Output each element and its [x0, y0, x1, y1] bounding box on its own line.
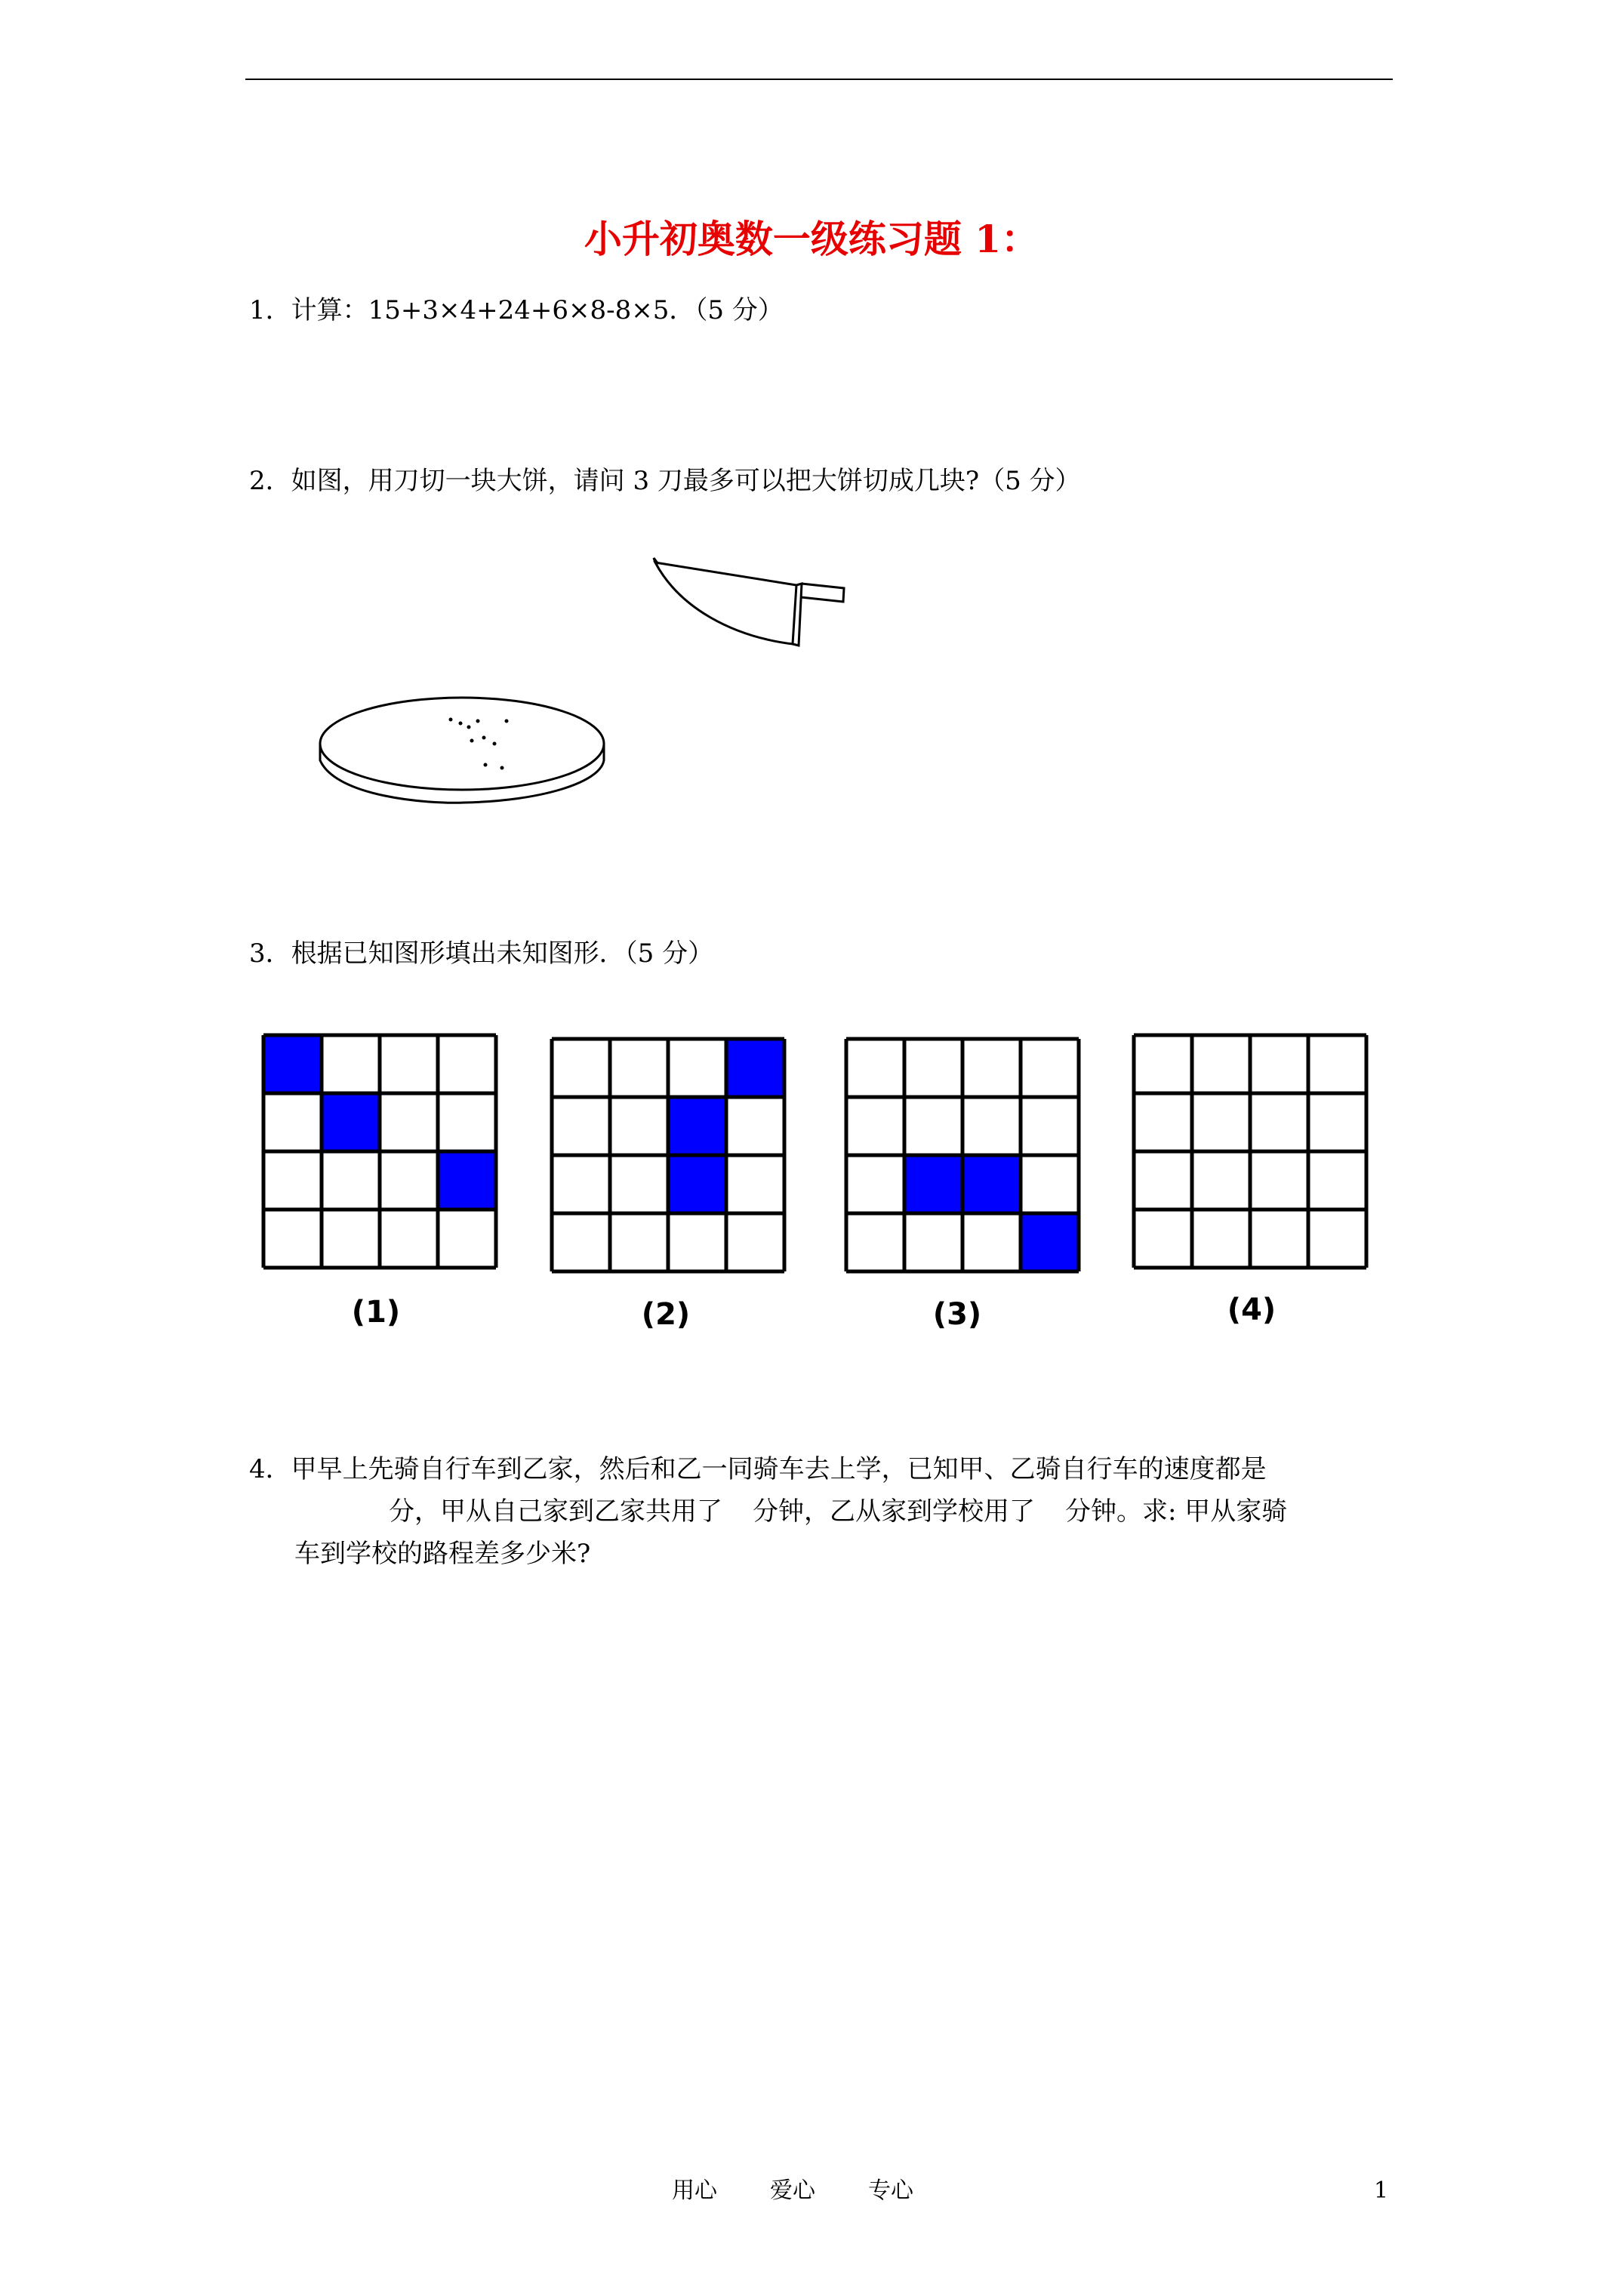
question-4-line-1: 4．甲早上先骑自行车到乙家，然后和乙一同骑车去上学，已知甲、乙骑自行车的速度都是	[249, 1454, 1267, 1484]
grid-figure-4	[1131, 1032, 1365, 1266]
grid-label-1: (1)	[351, 1295, 401, 1330]
question-4	[249, 1448, 1397, 1575]
question-3: 3．根据已知图形填出未知图形．（5 分）	[249, 938, 714, 969]
filled-cell	[726, 1039, 784, 1097]
grid-figure-2	[549, 1036, 783, 1270]
grid-label-3: (3)	[932, 1297, 982, 1332]
page-number: 1	[1374, 2177, 1389, 2204]
grid-label-4: (4)	[1227, 1293, 1277, 1327]
page-title: 小升初奥数一级练习题 1：	[584, 217, 1039, 261]
question-1: 1．计算：15+3×4+24+6×8-8×5．（5 分）	[249, 295, 784, 325]
footer-right: 专心	[868, 2177, 913, 2204]
filled-cell	[322, 1093, 380, 1151]
filled-cell	[668, 1155, 726, 1213]
question-4-line-2c: 分钟。求: 甲从家骑	[1065, 1496, 1288, 1527]
filled-cell	[438, 1151, 496, 1210]
grid-figure-3	[843, 1036, 1077, 1270]
grid-figure-1	[260, 1032, 494, 1266]
question-2: 2．如图，用刀切一块大饼，请问 3 刀最多可以把大饼切成几块?（5 分）	[249, 466, 1081, 496]
flatbread-illustration	[313, 691, 615, 812]
filled-cell	[962, 1155, 1021, 1213]
knife-illustration	[649, 555, 853, 649]
question-4-line-3: 车到学校的路程差多少米?	[294, 1539, 591, 1569]
grid-label-2: (2)	[641, 1297, 691, 1332]
footer-middle: 爱心	[770, 2177, 815, 2204]
filled-cell	[263, 1035, 322, 1093]
filled-cell	[904, 1155, 962, 1213]
filled-cell	[1021, 1213, 1079, 1271]
footer-left: 用心	[672, 2177, 717, 2204]
filled-cell	[668, 1097, 726, 1155]
question-4-line-2a: 分，甲从自己家到乙家共用了	[389, 1496, 722, 1527]
header-rule	[245, 79, 1393, 80]
question-4-line-2b: 分钟，乙从家到学校用了	[753, 1496, 1035, 1527]
